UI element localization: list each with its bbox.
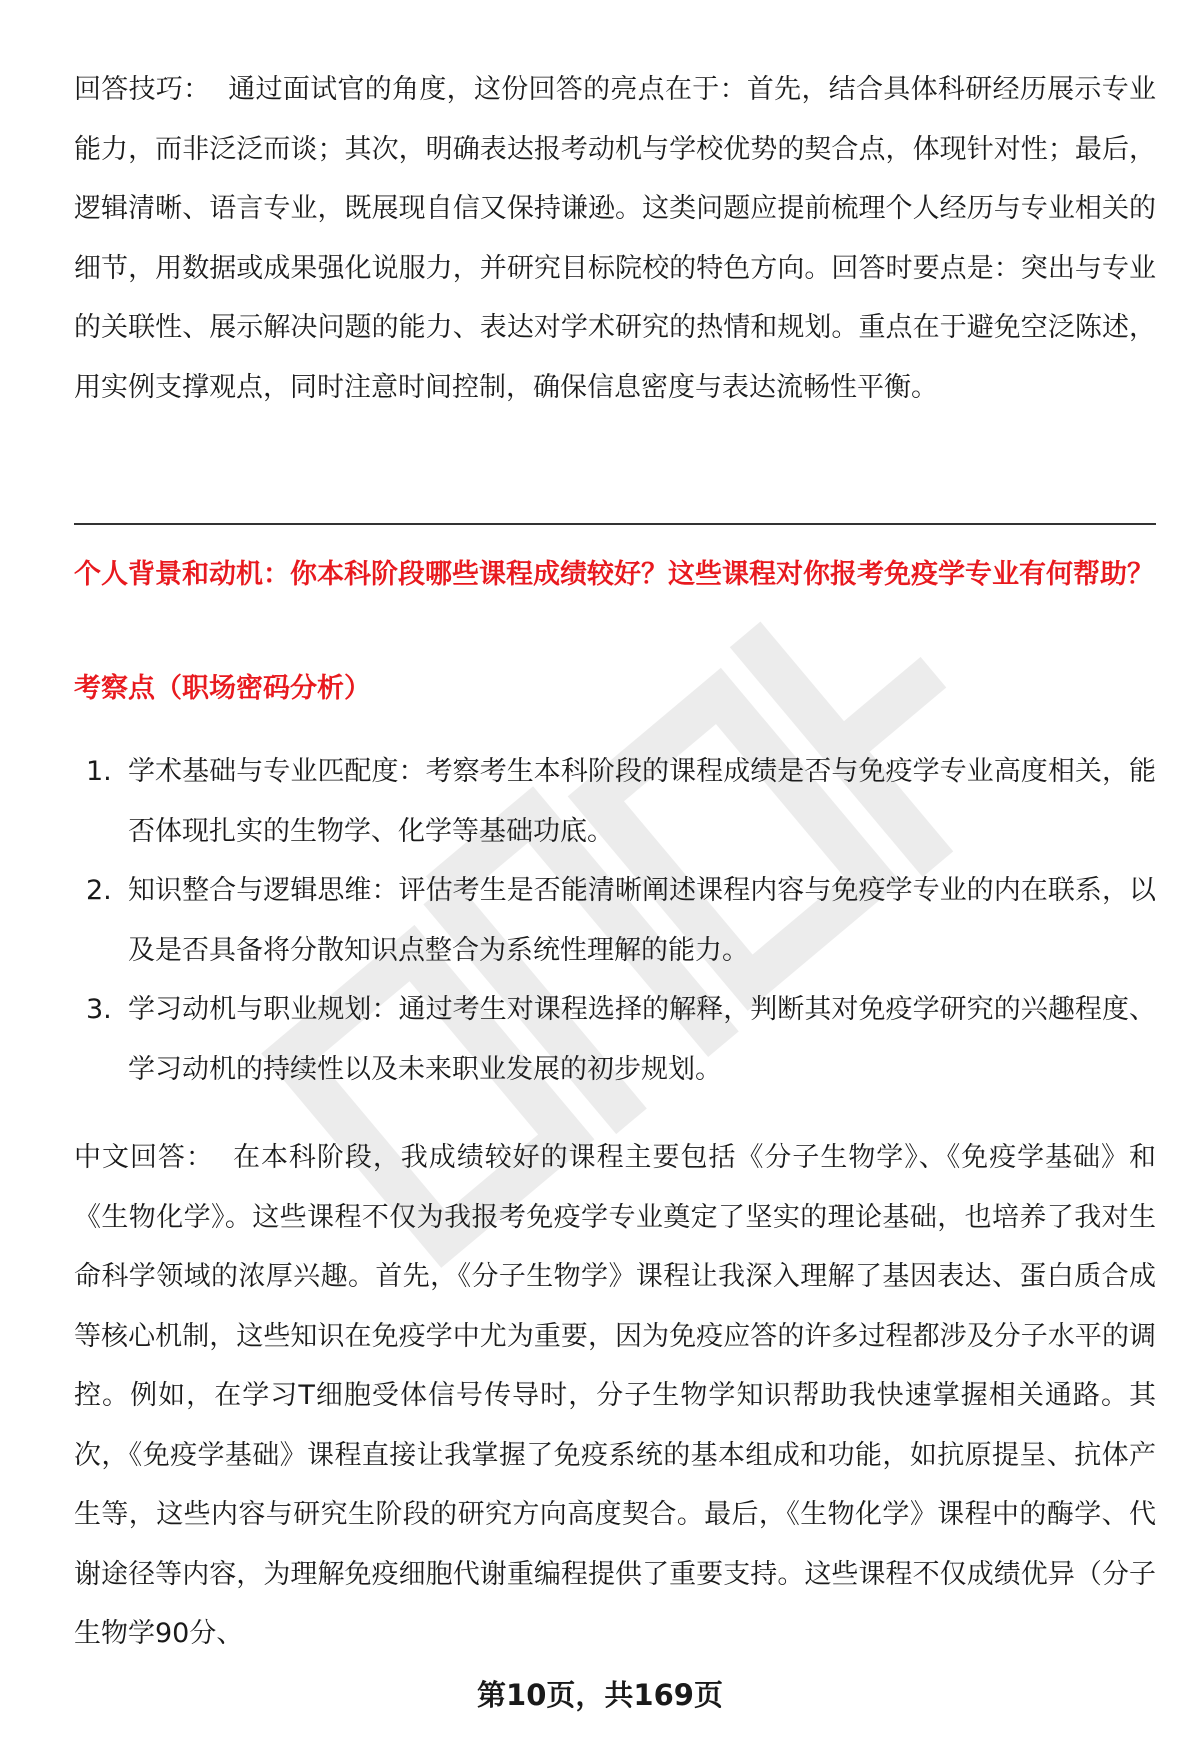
list-item-text: 学习动机与职业规划：通过考生对课程选择的解释，判断其对免疫学研究的兴趣程度、学习动机的持续性以及未来职业发展的初步规划。 — [128, 994, 1156, 1085]
answer-paragraph — [74, 1128, 1156, 1664]
list-item — [74, 742, 1156, 861]
page-number: 第10页，共169页 — [477, 1678, 723, 1712]
intro-paragraph — [74, 60, 1156, 417]
list-item — [74, 861, 1156, 980]
list-item-number: 3. — [86, 994, 112, 1025]
list-item-text: 知识整合与逻辑思维：评估考生是否能清晰阐述课程内容与免疫学专业的内在联系，以及是否具备将分散知识点整合为系统性理解的能力。 — [128, 875, 1156, 966]
intro-text: 通过面试官的角度，这份回答的亮点在于：首先，结合具体科研经历展示专业能力，而非泛泛而谈；其次，明确表达报考动机与学校优势的契合点，体现针对性；最后，逻辑清晰、语言专业，既展现自信又保持谦逊。这类问题应提前梳理个人经历与专业相关的细节，用数据或成果强化说服力，并研究目标院校的特色方向。回答时要点是：突出与专业的关联性、展示解决问题的能力、表达对学术研究的热情和规划。重点在于避免空泛陈述，用实例支撑观点，同时注意时间控制，确保信息密度与表达流畅性平衡。 — [74, 74, 1157, 403]
list-item — [74, 980, 1156, 1099]
section-divider — [74, 523, 1156, 525]
answer-label: 中文回答： — [74, 1142, 214, 1173]
list-item-text: 学术基础与专业匹配度：考察考生本科阶段的课程成绩是否与免疫学专业高度相关，能否体现扎实的生物学、化学等基础功底。 — [128, 756, 1156, 847]
document-page — [74, 0, 1156, 1755]
points-title: 考察点（职场密码分析） — [74, 673, 371, 704]
points-list — [74, 742, 1156, 1099]
intro-label: 回答技巧： — [74, 74, 211, 105]
list-item-number: 2. — [86, 875, 112, 906]
list-item-number: 1. — [86, 756, 112, 787]
question-heading: 个人背景和动机：你本科阶段哪些课程成绩较好？这些课程对你报考免疫学专业有何帮助？ — [74, 559, 1154, 590]
answer-text: 在本科阶段，我成绩较好的课程主要包括《分子生物学》、《免疫学基础》和《生物化学》。这些课程不仅为我报考免疫学专业奠定了坚实的理论基础，也培养了我对生命科学领域的浓厚兴趣。首先，《分子生物学》课程让我深入理解了基因表达、蛋白质合成等核心机制，这些知识在免疫学中尤为重要，因为免疫应答的许多过程都涉及分子水平的调控。例如，在学习T细胞受体信号传导时，分子生物学知识帮助我快速掌握相关通路。其次，《免疫学基础》课程直接让我掌握了免疫系统的基本组成和功能，如抗原提呈、抗体产生等，这些内容与研究生阶段的研究方向高度契合。最后，《生物化学》课程中的酶学、代谢途径等内容，为理解免疫细胞代谢重编程提供了重要支持。这些课程不仅成绩优异（分子生物学90分、 — [74, 1142, 1157, 1649]
